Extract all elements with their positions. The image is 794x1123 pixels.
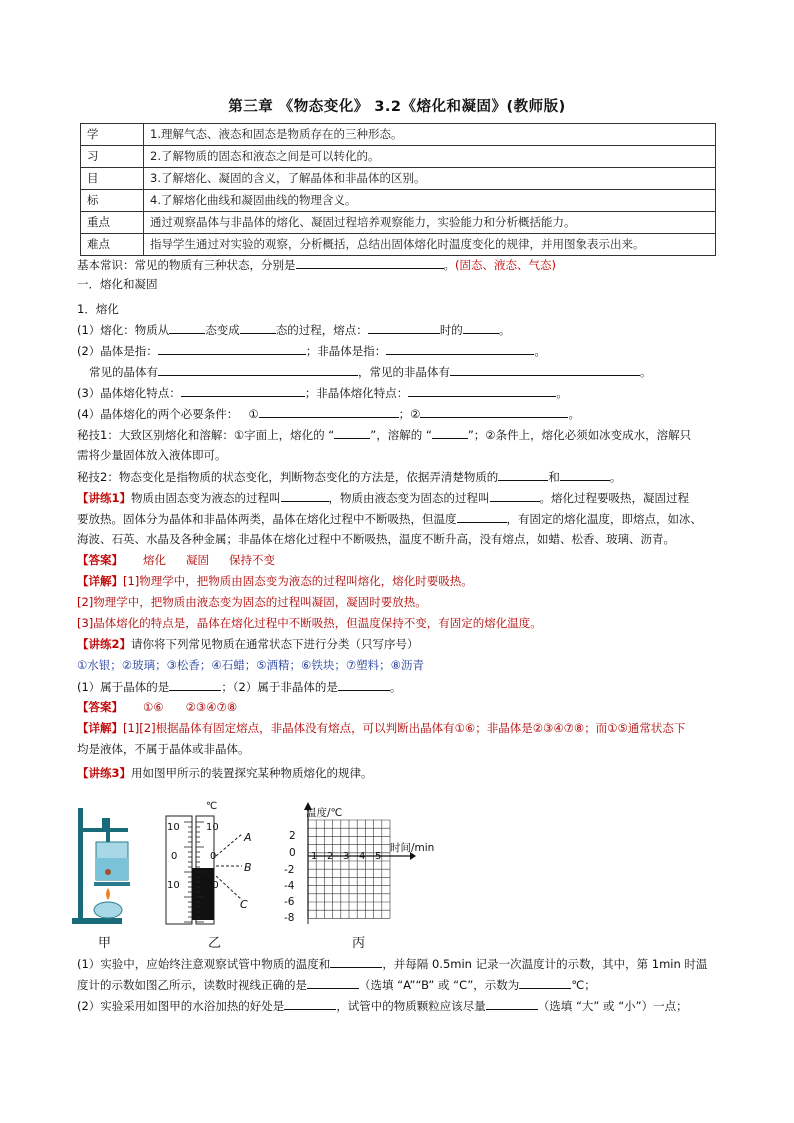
- blank[interactable]: [432, 426, 468, 439]
- ex2-text: ；（2）属于非晶体的是: [221, 680, 338, 694]
- exercise-1-line3: 海波、石英、水晶及各种金属；非晶体在熔化过程中不断吸热，温度不断升高，没有熔点，如蜡、松香、玻璃、沥青。: [77, 532, 675, 546]
- sight-line-c: C: [240, 898, 248, 911]
- thermo-tick: 0: [171, 851, 178, 862]
- q4-text: (4）晶体熔化的两个必要条件：: [77, 407, 239, 421]
- q1-text: 态的过程，熔点：: [275, 323, 368, 337]
- graph-ytick: -2: [284, 864, 295, 876]
- ex3-text: 度计的示数如图乙所示，读数时视线正确的是: [77, 978, 307, 992]
- blank[interactable]: [259, 405, 399, 418]
- graph-xtick: 1: [311, 851, 318, 862]
- goal-row: [81, 168, 716, 190]
- goal-row: [81, 146, 716, 168]
- answer-value: 保持不变: [229, 553, 275, 567]
- blank[interactable]: [240, 321, 276, 334]
- graph-ylabel: 温度/℃: [306, 807, 343, 819]
- tip1-text: ”，溶解的 “: [370, 428, 432, 442]
- q2b-text: 常见的晶体有: [89, 365, 158, 379]
- q3-text: ；非晶体熔化特点：: [304, 386, 409, 400]
- key-row: [81, 212, 716, 234]
- exercise-1: [77, 489, 689, 506]
- tip2-text: 和: [548, 470, 560, 484]
- graph-xtick: 3: [343, 851, 350, 862]
- q4-text: ；②: [398, 407, 421, 421]
- exercise-3-part2: [77, 997, 688, 1014]
- question-4: [77, 405, 580, 422]
- goal-label-1: 学: [81, 124, 144, 146]
- exercise-3: [77, 765, 373, 781]
- difficulty-text: 指导学生通过对实验的观察，分析概括，总结出固体熔化时温度变化的规律，并用图象表示出来。: [144, 234, 716, 256]
- blank[interactable]: [158, 342, 306, 355]
- exercise-tag: 【讲练2】: [77, 637, 132, 651]
- tip2-text: 秘技2：物态变化是指物质的状态变化，判断物态变化的方法是，依据弄清楚物质的: [77, 470, 499, 484]
- blank[interactable]: [560, 468, 610, 481]
- q4-text: ①: [248, 407, 259, 421]
- thermo-tick: 10: [167, 880, 180, 891]
- q1-text: 态变成: [205, 323, 240, 337]
- q2-text: ；非晶体是指：: [305, 344, 387, 358]
- blank[interactable]: [284, 997, 336, 1010]
- goal-4: 4.了解熔化曲线和凝固曲线的物理含义。: [144, 190, 716, 212]
- ex3-text: （选填 “A”“B” 或 “C”，示数为: [359, 978, 520, 992]
- blank[interactable]: [463, 321, 499, 334]
- blank[interactable]: [181, 384, 305, 397]
- objectives-table: [80, 123, 716, 256]
- section-heading: 一．熔化和凝固: [77, 277, 158, 291]
- blank[interactable]: [338, 678, 390, 691]
- exercise-2-parts: [77, 678, 401, 695]
- blank[interactable]: [386, 342, 534, 355]
- sight-line-b: B: [244, 861, 252, 874]
- tip1-text: ”；②条件上，熔化必须如冰变成水，溶解只: [467, 428, 692, 442]
- blank[interactable]: [307, 976, 359, 989]
- basic-answer: (固态、液态、气态): [455, 258, 556, 272]
- ex2-text: 请你将下列常见物质在通常状态下进行分类（只写序号）: [131, 637, 419, 651]
- answer-2: [77, 699, 237, 715]
- figure-label-bing: 丙: [352, 936, 366, 951]
- q2b-text: 。: [640, 365, 652, 379]
- detail-1: [77, 573, 473, 589]
- q2-text: (2）晶体是指：: [77, 344, 158, 358]
- graph-ytick: 0: [289, 847, 296, 859]
- ex3-text: ，试管中的物质颗粒应该尽量: [336, 999, 486, 1013]
- graph-xtick: 4: [359, 851, 366, 862]
- blank[interactable]: [296, 256, 444, 269]
- blank[interactable]: [486, 997, 538, 1010]
- ex3-text: ℃；: [571, 978, 596, 992]
- basic-suffix: 。: [443, 258, 455, 272]
- blank[interactable]: [368, 321, 440, 334]
- goal-label-4: 标: [81, 190, 144, 212]
- answer-value: 凝固: [186, 553, 209, 567]
- blank[interactable]: [158, 363, 358, 376]
- blank[interactable]: [408, 384, 556, 397]
- detail-2-2: 均是液体，不属于晶体或非晶体。: [77, 742, 250, 756]
- goal-1: 1.理解气态、液态和固态是物质存在的三种形态。: [144, 124, 716, 146]
- thermo-tick: 10: [167, 822, 180, 833]
- ex1-text: ，有固定的熔化温度，即熔点，如冰、: [506, 512, 702, 526]
- exercise-tag: 【讲练3】: [77, 766, 132, 780]
- graph-ytick: -4: [284, 880, 295, 892]
- basic-prefix: 基本常识：常见的物质有三种状态，分别是: [77, 258, 296, 272]
- detail-text: [1]物理学中，把物质由固态变为液态的过程叫熔化，熔化时要吸热。: [123, 574, 473, 588]
- answer-tag: 【答案】: [77, 700, 123, 714]
- blank[interactable]: [334, 426, 370, 439]
- exercise-3-part1-cont: [77, 976, 596, 993]
- graph-ytick: -6: [284, 896, 295, 908]
- q1-text: 。: [498, 323, 511, 337]
- exercise-2-items: ①水银；②玻璃；③松香；④石蜡；⑤酒精；⑥铁块；⑦塑料；⑧沥青: [77, 658, 424, 672]
- blank[interactable]: [420, 405, 568, 418]
- goal-2: 2.了解物质的固态和液态之间是可以转化的。: [144, 146, 716, 168]
- experiment-figures: [70, 790, 530, 950]
- thermo-unit: ℃: [206, 801, 218, 812]
- goal-row: [81, 190, 716, 212]
- ex3-text: （选填 “大” 或 “小”）一点；: [537, 999, 688, 1013]
- sight-line-a: [216, 834, 242, 856]
- tip-1: [77, 426, 691, 443]
- exercise-2: [77, 636, 419, 652]
- key-label: 重点: [81, 212, 144, 234]
- ex3-text: (2）实验采用如图甲的水浴加热的好处是: [77, 999, 285, 1013]
- blank[interactable]: [281, 489, 329, 502]
- ex3-text: (1）实验中，应始终注意观察试管中物质的温度和: [77, 957, 331, 971]
- graph-xtick: 5: [375, 851, 382, 862]
- ex2-text: 。: [389, 680, 402, 694]
- thermo-tick-right: 10: [206, 880, 219, 891]
- answer-tag: 【答案】: [77, 553, 123, 567]
- ex1-text: 物质由固态变为液态的过程叫: [131, 491, 281, 505]
- ex1-text: ，物质由液态变为固态的过程叫: [328, 491, 490, 505]
- question-1: [77, 321, 510, 338]
- goal-row: [81, 124, 716, 146]
- thermo-tick-right: 0: [210, 851, 217, 862]
- goal-label-2: 习: [81, 146, 144, 168]
- detail-tag: 【详解】: [77, 721, 123, 735]
- tip-1-cont: 需将少量固体放入液体即可。: [77, 448, 227, 462]
- graph-xlabel: 时间/min: [390, 842, 435, 854]
- exercise-tag: 【讲练1】: [77, 491, 132, 505]
- exercise-3-part1: [77, 955, 707, 972]
- tip1-text: 秘技1：大致区别熔化和溶解：①字面上，熔化的 “: [77, 428, 335, 442]
- blank[interactable]: [498, 468, 548, 481]
- goal-3: 3.了解熔化、凝固的含义，了解晶体和非晶体的区别。: [144, 168, 716, 190]
- ex1-text: 要放热。固体分为晶体和非晶体两类，晶体在熔化过程中不断吸热，但温度: [77, 512, 457, 526]
- blank[interactable]: [519, 976, 571, 989]
- blank[interactable]: [330, 955, 382, 968]
- detail-1-2: [2]物理学中，把物质由液态变为固态的过程叫凝固，凝固时要放热。: [77, 595, 427, 609]
- goal-label-3: 目: [81, 168, 144, 190]
- question-2b: [89, 363, 652, 380]
- ex3-text: 用如图甲所示的装置探究某种物质熔化的规律。: [131, 766, 373, 780]
- difficulty-row: [81, 234, 716, 256]
- q3-text: 。: [556, 386, 568, 400]
- apparatus-figure: [72, 808, 130, 924]
- detail-text: [1][2]根据晶体有固定熔点，非晶体没有熔点，可以判断出晶体有①⑥；非晶体是②③④⑦⑧；而①⑤通常状态下: [123, 721, 686, 735]
- answer-value: ①⑥: [143, 700, 164, 714]
- key-text: 通过观察晶体与非晶体的熔化、凝固过程培养观察能力，实验能力和分析概括能力。: [144, 212, 716, 234]
- ex2-text: (1）属于晶体的是: [77, 680, 170, 694]
- difficulty-label: 难点: [81, 234, 144, 256]
- figure-label-jia: 甲: [98, 936, 112, 951]
- q1-text: (1）熔化：物质从: [77, 323, 170, 337]
- exercise-1-line2: [77, 510, 702, 527]
- question-3: [77, 384, 568, 401]
- detail-2: [77, 720, 685, 736]
- basic-knowledge: [77, 256, 556, 273]
- sight-line-c: [216, 876, 242, 900]
- question-2: [77, 342, 546, 359]
- q1-text: 时的: [439, 323, 463, 337]
- page-title: 第三章 《物态变化》 3.2《熔化和凝固》(教师版): [228, 99, 566, 115]
- blank[interactable]: [457, 510, 507, 523]
- blank[interactable]: [169, 678, 221, 691]
- detail-1-3: [3]晶体熔化的特点是，晶体在熔化过程中不断吸热，但温度保持不变，有固定的熔化温度。: [77, 616, 542, 630]
- graph-xtick: 2: [327, 851, 334, 862]
- q2b-text: ，常见的非晶体有: [358, 365, 450, 379]
- q3-text: (3）晶体熔化特点：: [77, 386, 181, 400]
- blank[interactable]: [490, 489, 540, 502]
- sight-line-a: A: [244, 831, 252, 844]
- detail-tag: 【详解】: [77, 574, 123, 588]
- q4-text: 。: [568, 407, 580, 421]
- tip2-text: 。: [609, 470, 622, 484]
- q2-text: 。: [534, 344, 546, 358]
- answer-value: ②③④⑦⑧: [185, 700, 238, 714]
- figure-label-yi: 乙: [208, 936, 222, 951]
- graph-ytick: 2: [289, 830, 296, 842]
- blank[interactable]: [169, 321, 205, 334]
- ex1-text: 。熔化过程要吸热，凝固过程: [539, 491, 690, 505]
- answer-value: 熔化: [143, 553, 166, 567]
- thermo-tick-right: 10: [206, 822, 219, 833]
- tip-2: [77, 468, 621, 485]
- answer-1: [77, 552, 275, 568]
- blank[interactable]: [450, 363, 640, 376]
- subsection-heading: 1．熔化: [77, 302, 119, 316]
- ex3-text: ，并每隔 0.5min 记录一次温度计的示数，其中，第 1min 时温: [382, 957, 708, 971]
- temperature-graph: [308, 812, 410, 924]
- graph-ytick: -8: [284, 912, 295, 924]
